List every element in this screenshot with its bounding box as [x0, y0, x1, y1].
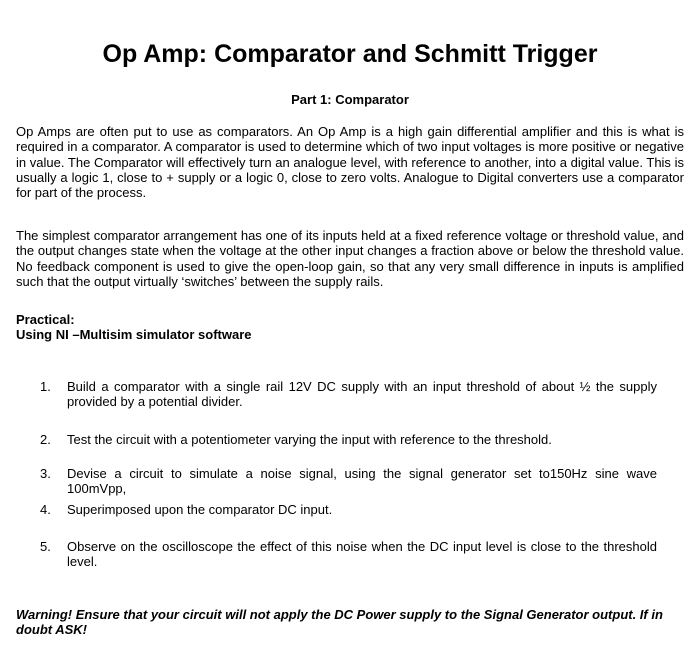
comparator-paragraph: The simplest comparator arrangement has one of its inputs held at a fixed reference voltage or threshold value, and the output changes state when the voltage at the other input changes a fraction above or below the threshold value. No feedback component is used to give the open-loop gain, so that any very small difference in inputs is amplified such that the output virtually ‘switches’ between the supply rails.	[16, 228, 684, 289]
practical-heading: Practical:	[16, 312, 75, 327]
list-item-number: 4.	[40, 502, 51, 517]
list-item-text: Observe on the oscilloscope the effect of this noise when the DC input level is close to the threshold level.	[67, 539, 657, 570]
practical-heading-block	[16, 312, 252, 342]
section-subtitle: Part 1: Comparator	[291, 92, 409, 107]
list-item-text: Devise a circuit to simulate a noise signal, using the signal generator set to150Hz sine wave 100mVpp,	[67, 466, 657, 497]
list-item-text: Build a comparator with a single rail 12V DC supply with an input threshold of about ½ the supply provided by a potential divider.	[67, 379, 657, 410]
list-item-text: Test the circuit with a potentiometer varying the input with reference to the threshold.	[67, 432, 552, 447]
intro-paragraph: Op Amps are often put to use as comparators. An Op Amp is a high gain differential amplifier and this is what is required in a comparator. A comparator is used to determine which of two input voltages is more positive or negative in value. The Comparator will effectively turn an analogue level, with reference to another, into a digital value. This is usually a logic 1, close to + supply or a logic 0, close to zero volts. Analogue to Digital converters use a comparator for part of the process.	[16, 124, 684, 201]
practical-subheading: Using NI –Multisim simulator software	[16, 327, 252, 342]
list-item-number: 2.	[40, 432, 51, 447]
list-item-number: 1.	[40, 379, 51, 394]
list-item-text: Superimposed upon the comparator DC input.	[67, 502, 333, 517]
page-title: Op Amp: Comparator and Schmitt Trigger	[102, 40, 598, 68]
list-item-number: 5.	[40, 539, 51, 554]
warning-note: Warning! Ensure that your circuit will not apply the DC Power supply to the Signal Generator output. If in doubt ASK!	[16, 607, 663, 638]
list-item-number: 3.	[40, 466, 51, 481]
